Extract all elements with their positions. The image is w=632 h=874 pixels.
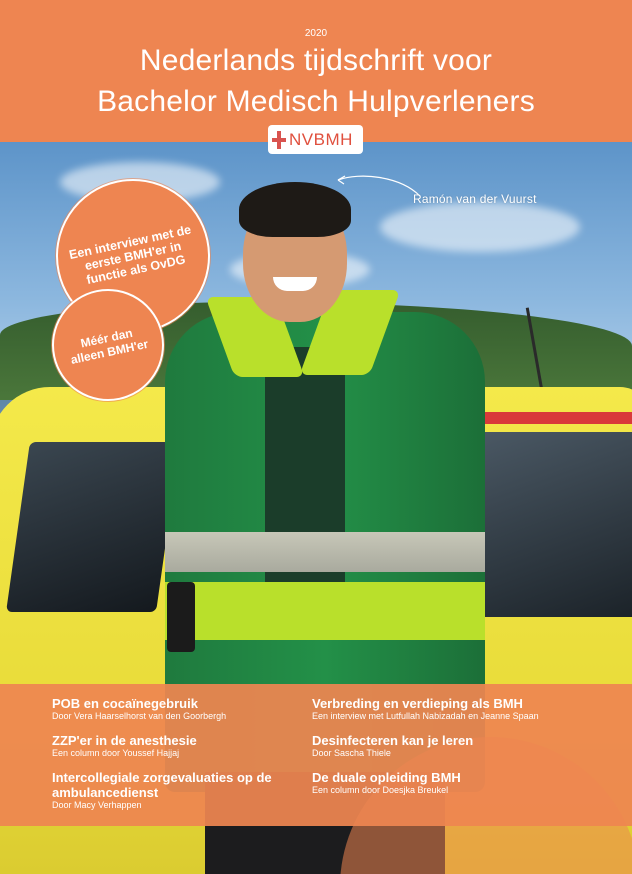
vehicle-window-left xyxy=(6,442,180,612)
article-subtitle: Door Vera Haarselhorst van den Goorbergh xyxy=(52,711,227,721)
article-title: Intercollegiale zorgevaluaties op de ambulancedienst xyxy=(52,770,272,800)
logo-text: NVBMH xyxy=(289,129,353,149)
vehicle-red-stripe xyxy=(470,412,632,424)
article-item[interactable] xyxy=(52,770,292,811)
article-title: POB en cocaïnegebruik xyxy=(52,696,198,711)
hi-vis-band xyxy=(165,582,485,640)
magazine-title-line-1: Nederlands tijdschrift voor xyxy=(139,44,493,77)
article-item[interactable] xyxy=(312,733,473,759)
article-title: De duale opleiding BMH xyxy=(312,770,461,785)
article-item[interactable] xyxy=(312,770,461,796)
medical-cross-icon xyxy=(272,131,286,149)
reflective-band xyxy=(165,532,485,572)
vehicle-window-right xyxy=(472,432,632,617)
cover-header xyxy=(0,0,632,142)
article-subtitle: Een column door Doesjka Breukel xyxy=(312,785,449,795)
nvbmh-logo xyxy=(269,126,362,153)
article-title: Verbreding en verdieping als BMH xyxy=(312,696,523,711)
article-item[interactable] xyxy=(52,733,197,759)
photo-caption: Ramón van der Vuurst xyxy=(413,192,537,206)
bubble-text: Een interview met de eerste BMH'er in functie als OvDG xyxy=(67,222,193,288)
article-title: ZZP'er in de anesthesie xyxy=(52,733,197,748)
caption-arrow-icon xyxy=(330,170,426,200)
contents-panel xyxy=(0,684,632,826)
radio-device xyxy=(167,582,195,652)
magazine-title-line-2: Bachelor Medisch Hulpverleners xyxy=(97,85,535,118)
article-subtitle: Een column door Youssef Hajjaj xyxy=(52,748,180,758)
article-title: Desinfecteren kan je leren xyxy=(312,733,474,748)
article-subtitle: Door Sascha Thiele xyxy=(312,748,391,758)
bubble-text: Méér dan alleen BMH'er xyxy=(69,325,150,367)
article-subtitle: Een interview met Lutfullah Nabizadah en Jeanne Spaan xyxy=(312,711,539,721)
article-subtitle: Door Macy Verhappen xyxy=(52,800,142,810)
article-item[interactable] xyxy=(52,696,226,722)
issue-year: 2020 xyxy=(304,28,328,39)
article-item[interactable] xyxy=(312,696,539,722)
